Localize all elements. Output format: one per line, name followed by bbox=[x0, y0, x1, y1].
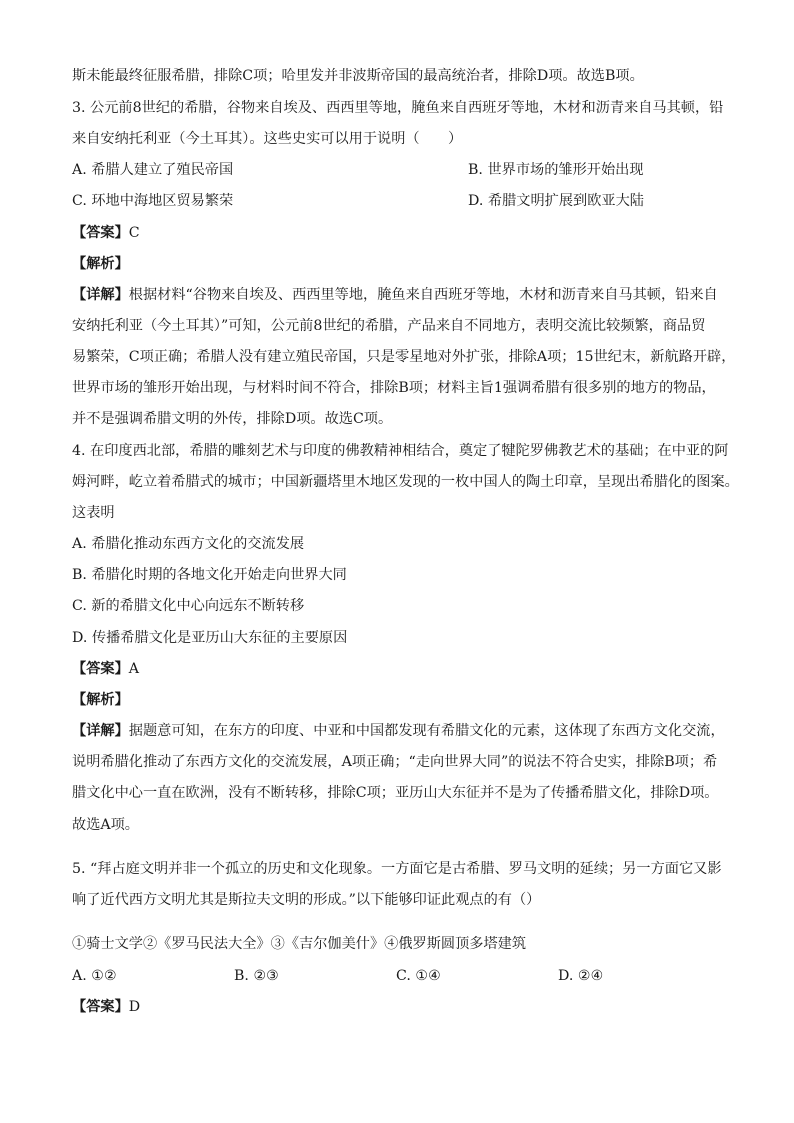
detail-text: 故选A项。 bbox=[72, 817, 139, 833]
answer-line bbox=[72, 997, 732, 1017]
option-a: A. 希腊人建立了殖民帝国 bbox=[72, 162, 234, 178]
option-b: B. ②③ bbox=[234, 968, 279, 984]
detail-label: 【详解】 bbox=[72, 287, 129, 303]
question-5-stem: 响了近代西方文明尤其是斯拉夫文明的形成。”以下能够印证此观点的有（） bbox=[72, 892, 541, 908]
question-3-stem: 3. 公元前8世纪的希腊，谷物来自埃及、西西里等地，腌鱼来自西班牙等地，木材和沥青来自马其顿，铅 bbox=[72, 100, 724, 116]
answer-value: A bbox=[128, 661, 140, 677]
question-3-options-row bbox=[72, 191, 732, 211]
question-5-items: ①骑士文学②《罗马民法大全》③《吉尔伽美什》④俄罗斯圆顶多塔建筑 bbox=[72, 936, 527, 952]
option-a: A. ①② bbox=[72, 968, 117, 984]
option-c: C. 环地中海地区贸易繁荣 bbox=[72, 193, 234, 209]
answer-value: D bbox=[128, 999, 141, 1015]
analysis-label: 【解析】 bbox=[72, 256, 129, 272]
detail-label: 【详解】 bbox=[72, 723, 129, 739]
detail-text: 腊文化中心一直在欧洲，没有不断转移，排除C项；亚历山大东征并不是为了传播希腊文化，排除D项。 bbox=[72, 785, 719, 801]
option-d: D. 希腊文明扩展到欧亚大陆 bbox=[468, 193, 644, 209]
detail-text: 易繁荣，C项正确；希腊人没有建立殖民帝国，只是零星地对外扩张，排除A项；15世纪末，新航路开辟， bbox=[72, 349, 736, 365]
answer-label: 【答案】 bbox=[72, 661, 129, 677]
detail-text: 说明希腊化推动了东西方文化的交流发展，A项正确；“走向世界大同”的说法不符合史实，排除B项；希 bbox=[72, 754, 718, 770]
detail-line bbox=[72, 721, 732, 741]
option-b: B. 世界市场的雏形开始出现 bbox=[468, 162, 644, 178]
answer-line bbox=[72, 659, 732, 679]
detail-line bbox=[72, 285, 732, 305]
option-d: D. 传播希腊文化是亚历山大东征的主要原因 bbox=[72, 630, 348, 646]
question-3-stem: 来自安纳托利亚（今土耳其）。这些史实可以用于说明（ ） bbox=[72, 131, 463, 147]
answer-label: 【答案】 bbox=[72, 225, 129, 241]
answer-line bbox=[72, 223, 732, 243]
answer-value: C bbox=[128, 225, 140, 241]
question-3-options-row bbox=[72, 160, 732, 180]
text-line: 斯未能最终征服希腊，排除C项；哈里发并非波斯帝国的最高统治者，排除D项。故选B项。 bbox=[72, 68, 644, 84]
question-4-stem: 这表明 bbox=[72, 505, 115, 521]
detail-text: 世界市场的雏形开始出现，与材料时间不符合，排除B项；材料主旨1强调希腊有很多别的地方的物品， bbox=[72, 380, 716, 396]
analysis-label: 【解析】 bbox=[72, 692, 129, 708]
option-b: B. 希腊化时期的各地文化开始走向世界大同 bbox=[72, 567, 347, 583]
analysis-line bbox=[72, 690, 732, 710]
analysis-line bbox=[72, 254, 732, 274]
option-d: D. ②④ bbox=[558, 968, 604, 984]
detail-text: 安纳托利亚（今土耳其）”可知，公元前8世纪的希腊，产品来自不同地方，表明交流比较频繁，商品贸 bbox=[72, 318, 706, 334]
detail-text: 并不是强调希腊文明的外传，排除D项。故选C项。 bbox=[72, 411, 393, 427]
question-4-stem: 姆河畔，屹立着希腊式的城市；中国新疆塔里木地区发现的一枚中国人的陶土印章，呈现出希腊化的图案。 bbox=[72, 474, 739, 490]
option-c: C. 新的希腊文化中心向远东不断转移 bbox=[72, 598, 305, 614]
detail-text: 根据材料“谷物来自埃及、西西里等地，腌鱼来自西班牙等地，木材和沥青来自马其顿，铅来自 bbox=[128, 287, 718, 303]
option-c: C. ①④ bbox=[396, 968, 441, 984]
question-4-stem: 4. 在印度西北部，希腊的雕刻艺术与印度的佛教精神相结合，奠定了犍陀罗佛教艺术的基础；在中亚的阿 bbox=[72, 443, 729, 459]
detail-text: 据题意可知，在东方的印度、中亚和中国都发现有希腊文化的元素，这体现了东西方文化交流， bbox=[128, 723, 725, 739]
question-5-stem: 5. “拜占庭文明并非一个孤立的历史和文化现象。一方面它是古希腊、罗马文明的延续；另一方面它又影 bbox=[72, 861, 722, 877]
option-a: A. 希腊化推动东西方文化的交流发展 bbox=[72, 536, 305, 552]
answer-label: 【答案】 bbox=[72, 999, 129, 1015]
